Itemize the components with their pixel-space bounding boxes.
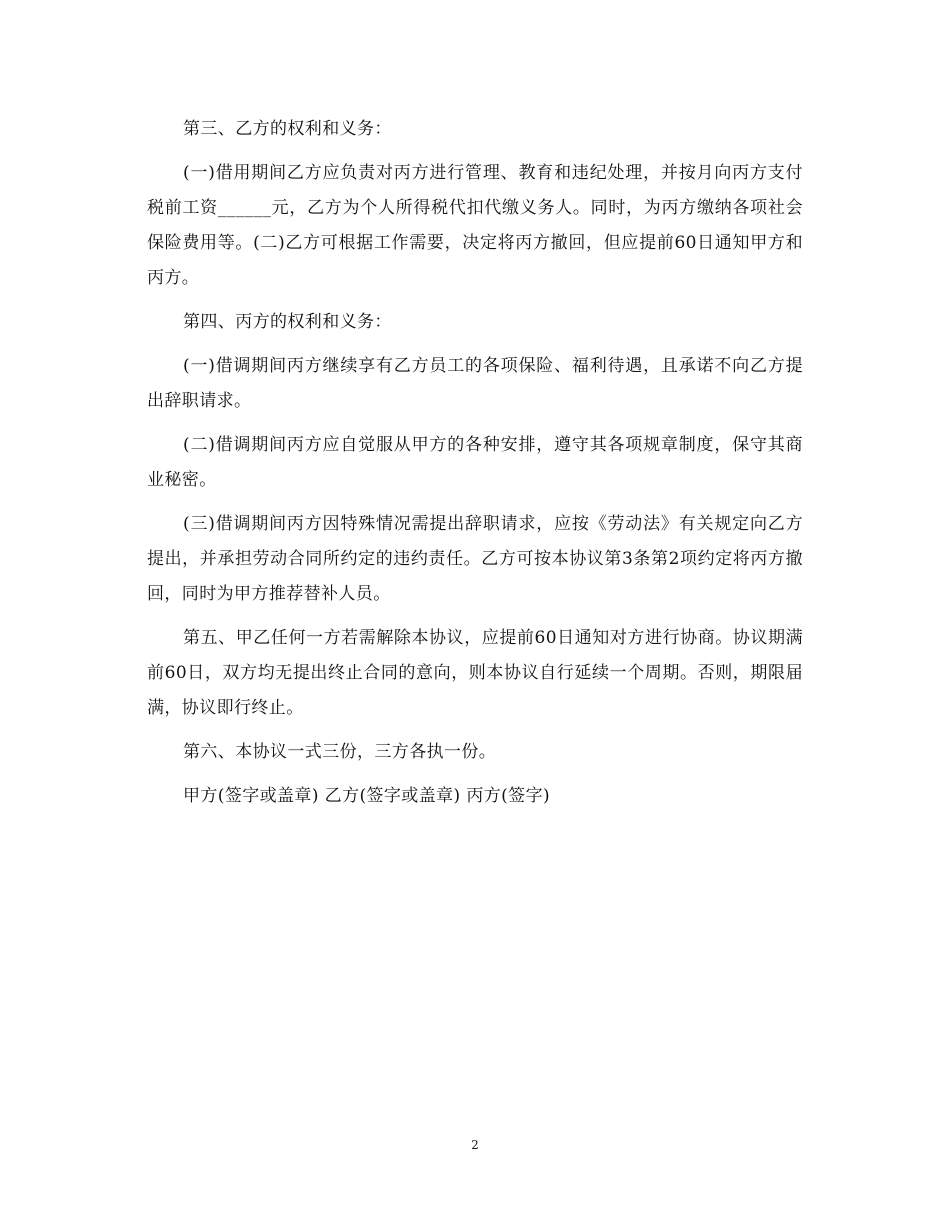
page-number: 2 <box>471 1138 479 1152</box>
section-five-paragraph: 第五、甲乙任何一方若需解除本协议，应提前60日通知对方进行协商。协议期满前60日，双方均无提出终止合同的意向，则本协议自行延续一个周期。否则，期限届满，协议即行终止。 <box>147 628 803 718</box>
section-three-clause-one: (一)借用期间乙方应负责对丙方进行管理、教育和违纪处理，并按月向丙方支付税前工资______元，乙方为个人所得税代扣代缴义务人。同时，为丙方缴纳各项社会保险费用等。(二)乙方可根据工作需要，决定将丙方撤回，但应提前60日通知甲方和丙方。 <box>147 163 803 288</box>
section-four-clause-two: (二)借调期间丙方应自觉服从甲方的各种安排，遵守其各项规章制度，保守其商业秘密。 <box>147 435 803 490</box>
section-four-clause-three: (三)借调期间丙方因特殊情况需提出辞职请求，应按《劳动法》有关规定向乙方提出，并承担劳动合同所约定的违约责任。乙方可按本协议第3条第2项约定将丙方撤回，同时为甲方推荐替补人员。 <box>147 514 803 604</box>
signature-line: 甲方(签字或盖章) 乙方(签字或盖章) 丙方(签字) <box>183 786 551 806</box>
section-six-paragraph: 第六、本协议一式三份，三方各执一份。 <box>183 742 497 762</box>
section-four-clause-one: (一)借调期间丙方继续享有乙方员工的各项保险、福利待遇，且承诺不向乙方提出辞职请求。 <box>147 356 803 411</box>
document-body <box>147 112 803 823</box>
section-three-heading: 第三、乙方的权利和义务： <box>183 119 392 139</box>
section-four-heading: 第四、丙方的权利和义务： <box>183 312 392 332</box>
